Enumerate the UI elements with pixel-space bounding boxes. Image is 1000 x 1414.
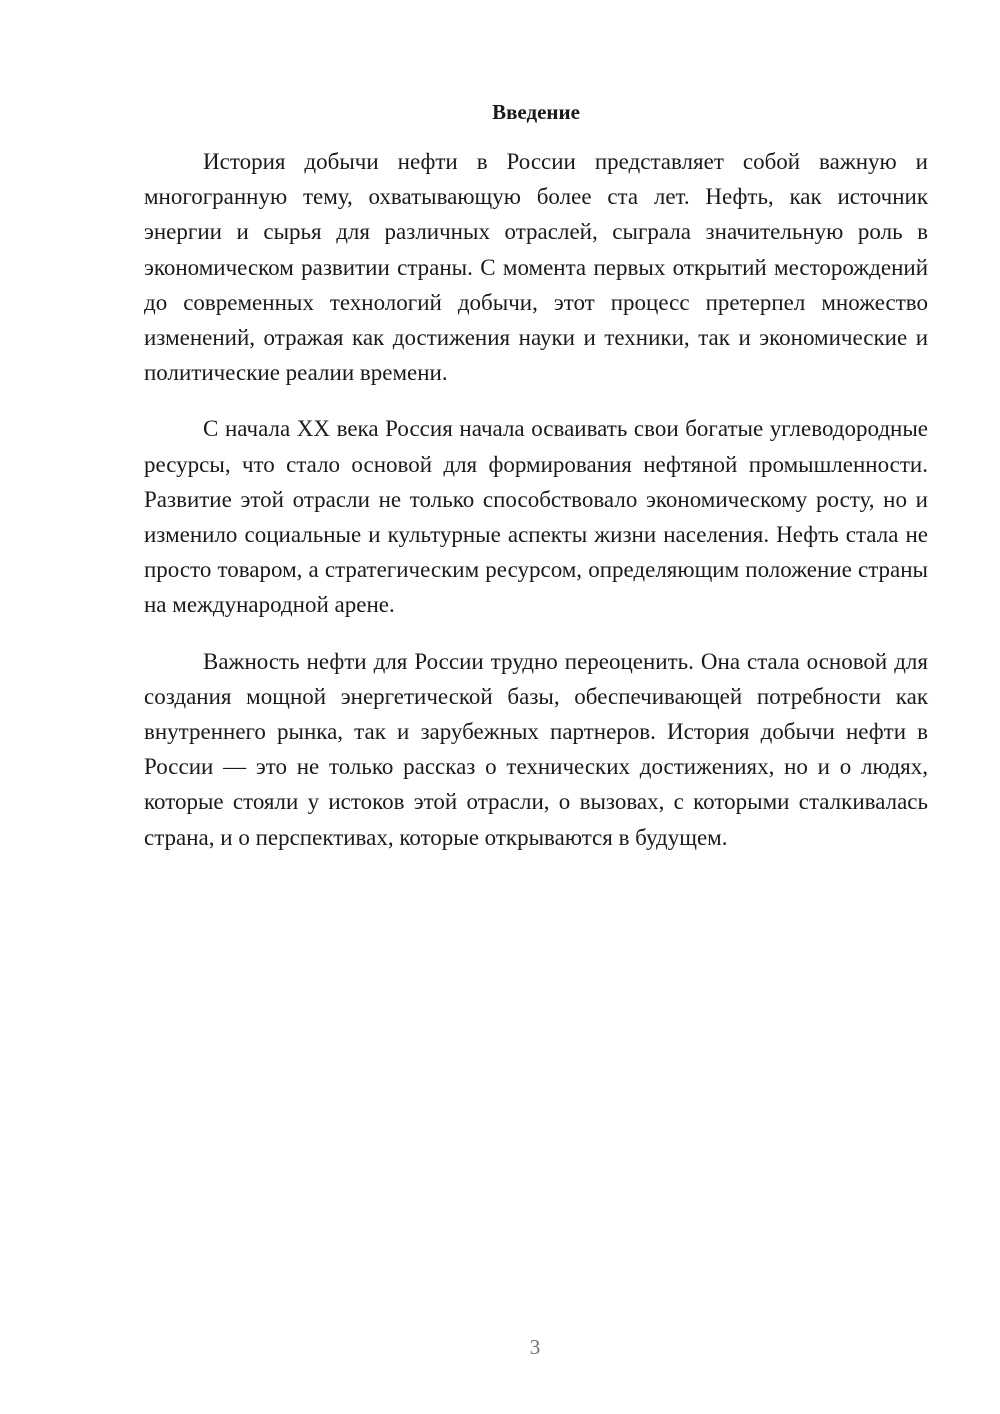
page-number: 3 bbox=[529, 1335, 541, 1359]
paragraph-1: История добычи нефти в России представляет собой важную и многогранную тему, охватывающую более ста лет. Нефть, как источник энергии и сырья для различных отраслей, сыграла значительную роль в экономическом развитии страны. С момента первых открытий месторождений до современных технологий добычи, этот процесс претерпел множество изменений, отражая как достижения науки и техники, так и экономические и политические реалии времени. bbox=[144, 149, 928, 386]
page-content bbox=[144, 98, 928, 876]
section-heading: Введение bbox=[492, 100, 580, 124]
paragraph-2: С начала XX века Россия начала осваивать свои богатые углеводородные ресурсы, что стало основой для формирования нефтяной промышленности. Развитие этой отрасли не только способствовало экономическому росту, но и изменило социальные и культурные аспекты жизни населения. Нефть стала не просто товаром, а стратегическим ресурсом, определяющим положение страны на международной арене. bbox=[144, 416, 928, 618]
paragraph-3: Важность нефти для России трудно переоценить. Она стала основой для создания мощной энергетической базы, обеспечивающей потребности как внутреннего рынка, так и зарубежных партнеров. История добычи нефти в России — это не только рассказ о технических достижениях, но и о людях, которые стояли у истоков этой отрасли, о вызовах, с которыми сталкивалась страна, и о перспективах, которые открываются в будущем. bbox=[144, 648, 928, 850]
